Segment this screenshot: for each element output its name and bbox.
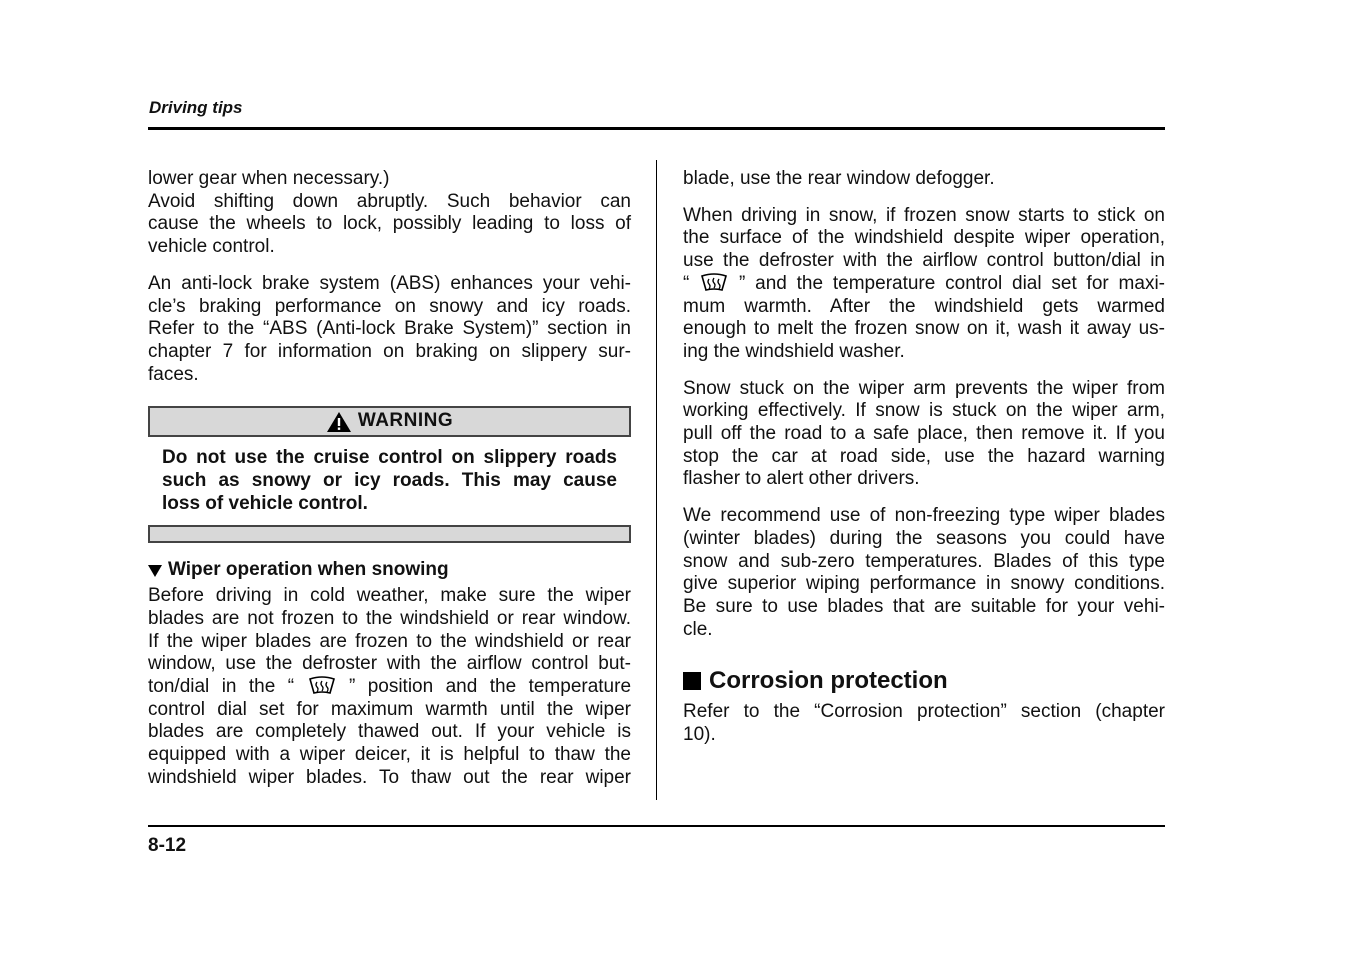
paragraph-wiper — [148, 585, 631, 789]
text-line: ing the windshield washer. — [683, 340, 905, 362]
page-number: 8-12 — [148, 835, 187, 856]
text-line: Refer to the “ABS (Anti-lock Brake System)” section in — [148, 318, 631, 340]
left-column — [148, 168, 631, 789]
text-line-with-icon — [683, 273, 1165, 296]
text-fragment: ” position and the temperature — [348, 675, 632, 697]
text-line: stop the car at road side, use the hazard warning — [683, 445, 1165, 467]
subheading-wiper — [148, 559, 631, 582]
paragraph-snow-driving — [683, 205, 1165, 364]
running-header: Driving tips — [149, 98, 243, 117]
text-line: Refer to the “Corrosion protection” section (chapter — [683, 701, 1165, 723]
warning-header — [148, 406, 631, 437]
text-line: control dial set for maximum warmth until the wiper — [148, 698, 631, 720]
text-line: window, use the defroster with the airflow control but- — [148, 653, 631, 675]
section-heading-corrosion — [683, 667, 1165, 695]
text-line: Avoid shifting down abruptly. Such behavior can — [148, 190, 631, 212]
text-line: vehicle control. — [148, 236, 275, 258]
text-line: enough to melt the frozen snow on it, wash it away us- — [683, 318, 1165, 340]
text-line: cause the wheels to lock, possibly leading to loss of — [148, 213, 631, 235]
square-bullet-icon — [683, 672, 701, 690]
right-column — [683, 168, 1165, 747]
text-fragment: ” and the temperature control dial set for maxi- — [738, 272, 1165, 294]
text-line: lower gear when necessary.) — [148, 168, 390, 189]
text-line: chapter 7 for information on braking on slippery sur- — [148, 340, 631, 362]
paragraph-winter-blades — [683, 505, 1165, 641]
warning-footer-bar — [148, 525, 631, 543]
warning-text — [148, 437, 631, 515]
paragraph-abs — [148, 273, 631, 387]
text-line: give superior wiping performance in snowy conditions. — [683, 573, 1165, 595]
text-line: (winter blades) during the seasons you could have — [683, 527, 1165, 549]
text-line: blades are completely thawed out. If your vehicle is — [148, 721, 631, 743]
text-line: loss of vehicle control. — [162, 492, 368, 514]
column-divider — [656, 160, 657, 800]
paragraph-defogger — [683, 168, 1165, 191]
triangle-bullet-icon — [148, 564, 162, 578]
text-line: 10). — [683, 724, 716, 746]
text-line: flasher to alert other drivers. — [683, 468, 920, 490]
text-line: Before driving in cold weather, make sure the wiper — [148, 585, 631, 607]
text-line: snow and sub-zero temperatures. Blades of this type — [683, 550, 1165, 572]
text-line: equipped with a wiper deicer, it is helpful to thaw the — [148, 744, 631, 766]
text-line: We recommend use of non-freezing type wiper blades — [683, 505, 1165, 527]
text-fragment: “ — [683, 272, 690, 294]
subheading-text: Wiper operation when snowing — [168, 559, 449, 581]
text-line: mum warmth. After the windshield gets warmed — [683, 295, 1165, 317]
text-line: such as snowy or icy roads. This may cause — [162, 470, 617, 492]
front-defroster-icon — [307, 676, 337, 696]
text-line: Be sure to use blades that are suitable for your vehi- — [683, 595, 1165, 617]
text-line: If the wiper blades are frozen to the windshield or rear — [148, 630, 631, 652]
text-line: faces. — [148, 363, 199, 385]
text-line: Do not use the cruise control on slippery roads — [162, 447, 617, 469]
text-line-with-icon — [148, 676, 631, 699]
paragraph-gear — [148, 168, 631, 259]
text-line: windshield wiper blades. To thaw out the rear wiper — [148, 766, 631, 788]
header-rule — [148, 127, 1165, 130]
warning-label: WARNING — [357, 410, 454, 432]
text-line: use the defroster with the airflow control button/dial in — [683, 250, 1165, 272]
text-line: Snow stuck on the wiper arm prevents the wiper from — [683, 377, 1165, 399]
text-line: When driving in snow, if frozen snow starts to stick on — [683, 204, 1165, 226]
front-defroster-icon — [699, 273, 729, 293]
warning-box — [148, 406, 631, 543]
section-title: Corrosion protection — [709, 667, 948, 695]
footer-rule — [148, 825, 1165, 827]
text-fragment: ton/dial in the “ — [148, 675, 295, 697]
text-line: cle’s braking performance on snowy and icy roads. — [148, 295, 631, 317]
text-line: working effectively. If snow is stuck on the wiper arm, — [683, 400, 1165, 422]
paragraph-corrosion — [683, 701, 1165, 746]
text-line: An anti-lock brake system (ABS) enhances your vehi- — [148, 272, 631, 294]
text-line: cle. — [683, 618, 713, 640]
warning-triangle-icon — [326, 411, 352, 433]
text-line: the surface of the windshield despite wiper operation, — [683, 227, 1165, 249]
text-line: pull off the road to a safe place, then remove it. If you — [683, 423, 1165, 445]
text-line: blades are not frozen to the windshield or rear window. — [148, 607, 631, 629]
paragraph-wiper-arm — [683, 378, 1165, 492]
text-line: blade, use the rear window defogger. — [683, 168, 995, 189]
